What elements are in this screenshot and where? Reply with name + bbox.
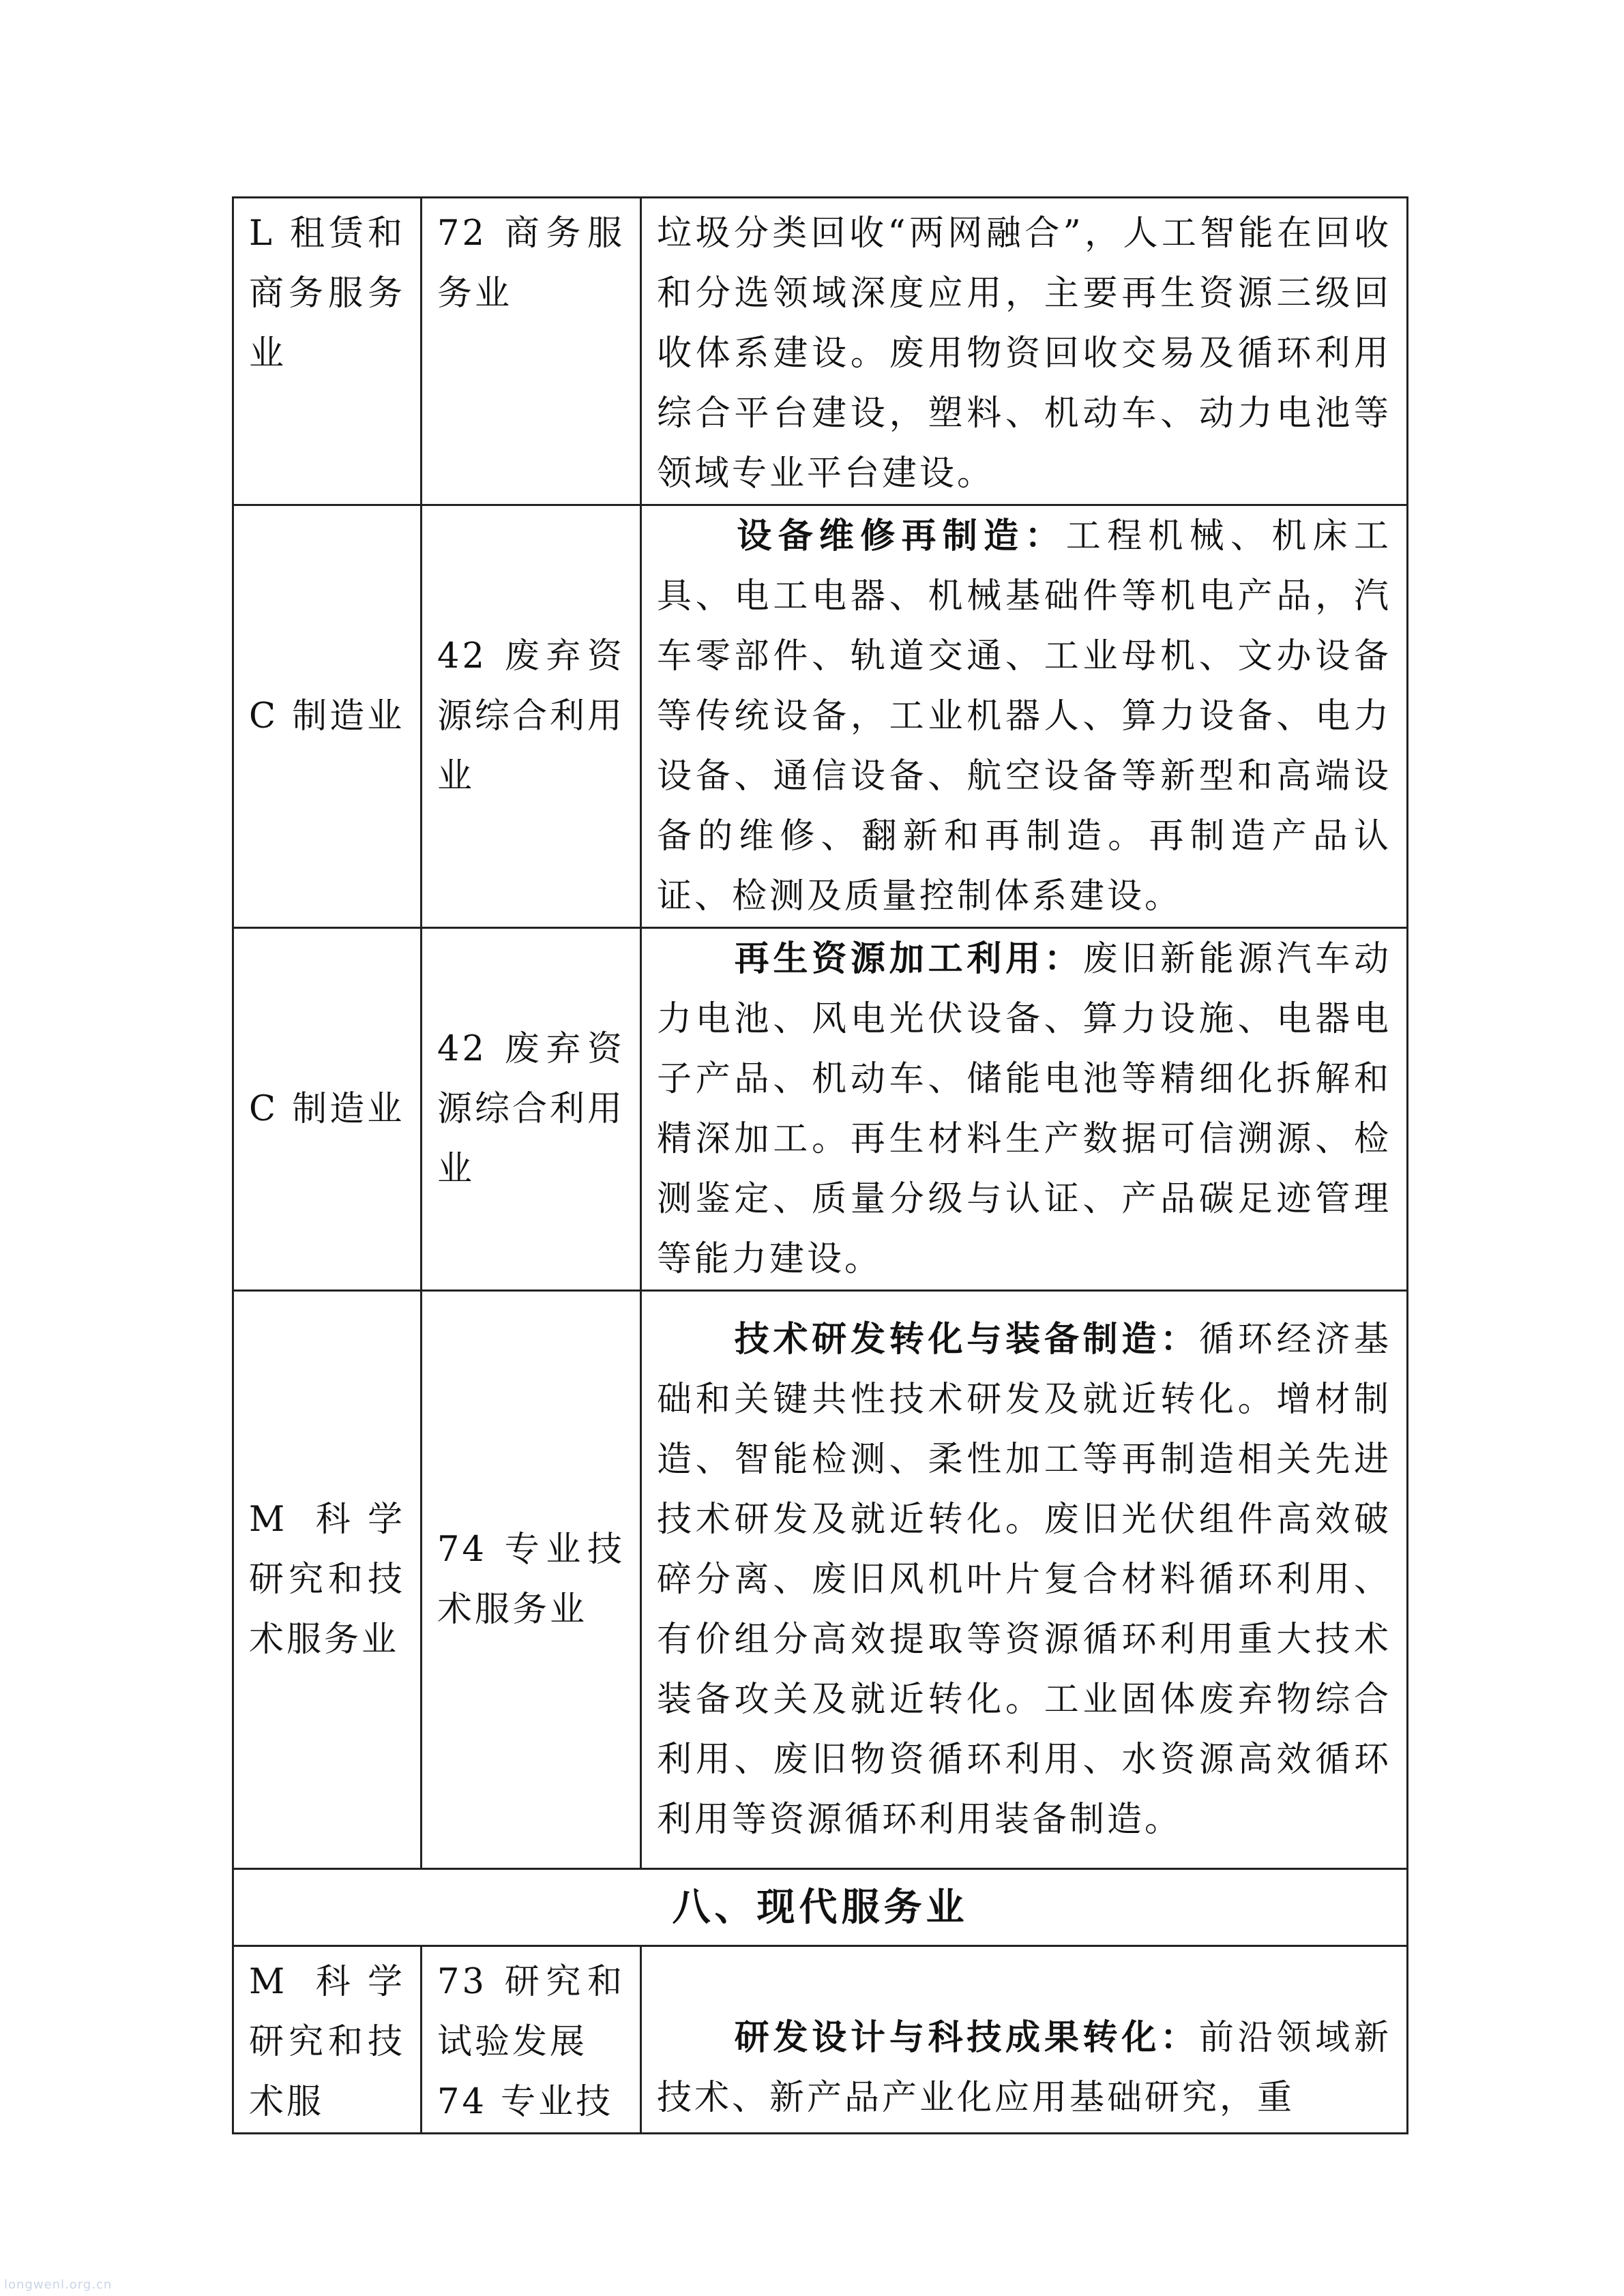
section-heading: 八、现代服务业 bbox=[233, 1869, 1408, 1946]
section-row bbox=[233, 1869, 1408, 1946]
content-text: 循环经济基础和关键共性技术研发及就近转化。增材制造、智能检测、柔性加工等再制造相关先进技术研发及就近转化。废旧光伏组件高效破碎分离、废旧风机叶片复合材料循环利用、有价组分高效提取等资源循环利用重大技术装备攻关及就近转化。工业固体废弃物综合利用、废旧物资循环利用、水资源高效循环利用等资源循环利用装备制造。 bbox=[657, 1320, 1391, 1840]
table-row bbox=[233, 1946, 1408, 2134]
content-heading: 再生资源加工利用： bbox=[733, 938, 1083, 979]
industry-cell: C 制造业 bbox=[233, 505, 422, 928]
industry-table bbox=[232, 196, 1408, 2134]
content-cell bbox=[641, 198, 1408, 505]
category-cell: 72 商务服务业 bbox=[422, 198, 641, 505]
content-text: 前沿领域新技术、新产品产业化应用基础研究，重 bbox=[657, 2018, 1391, 2118]
table-row bbox=[233, 928, 1408, 1291]
content-text: 垃圾分类回收“两网融合”，人工智能在回收和分选领域深度应用，主要再生资源三级回收体系建设。废用物资回收交易及循环利用综合平台建设，塑料、机动车、动力电池等领域专业平台建设。 bbox=[657, 213, 1391, 494]
content-heading: 设备维修再制造： bbox=[733, 516, 1066, 556]
content-cell bbox=[641, 928, 1408, 1291]
category-cell bbox=[422, 1946, 641, 2134]
table-row bbox=[233, 505, 1408, 928]
table-row bbox=[233, 1291, 1408, 1869]
industry-cell: M 科学研究和技术服务业 bbox=[233, 1291, 422, 1869]
content-heading: 研发设计与科技成果转化： bbox=[733, 2017, 1199, 2058]
category-line-2: 74 专业技 bbox=[437, 2082, 614, 2122]
content-cell bbox=[641, 1291, 1408, 1869]
content-cell bbox=[641, 1946, 1408, 2134]
industry-cell: L 租赁和商务服务业 bbox=[233, 198, 422, 505]
category-cell: 42 废弃资源综合利用业 bbox=[422, 928, 641, 1291]
content-text: 工程机械、机床工具、电工电器、机械基础件等机电产品，汽车零部件、轨道交通、工业母机、文办设备等传统设备，工业机器人、算力设备、电力设备、通信设备、航空设备等新型和高端设备的维修、翻新和再制造。再制造产品认证、检测及质量控制体系建设。 bbox=[657, 516, 1391, 916]
category-line-1: 73 研究和试验发展 bbox=[437, 1962, 625, 2062]
content-cell bbox=[641, 505, 1408, 928]
industry-cell: M 科学研究和技术服 bbox=[233, 1946, 422, 2134]
category-cell: 74 专业技术服务业 bbox=[422, 1291, 641, 1869]
industry-cell: C 制造业 bbox=[233, 928, 422, 1291]
watermark: longwenl.org.cn bbox=[4, 2278, 113, 2292]
category-cell: 42 废弃资源综合利用业 bbox=[422, 505, 641, 928]
table-row bbox=[233, 198, 1408, 505]
content-text: 废旧新能源汽车动力电池、风电光伏设备、算力设施、电器电子产品、机动车、储能电池等精细化拆解和精深加工。再生材料生产数据可信溯源、检测鉴定、质量分级与认证、产品碳足迹管理等能力建设。 bbox=[657, 939, 1391, 1279]
content-heading: 技术研发转化与装备制造： bbox=[733, 1319, 1199, 1360]
